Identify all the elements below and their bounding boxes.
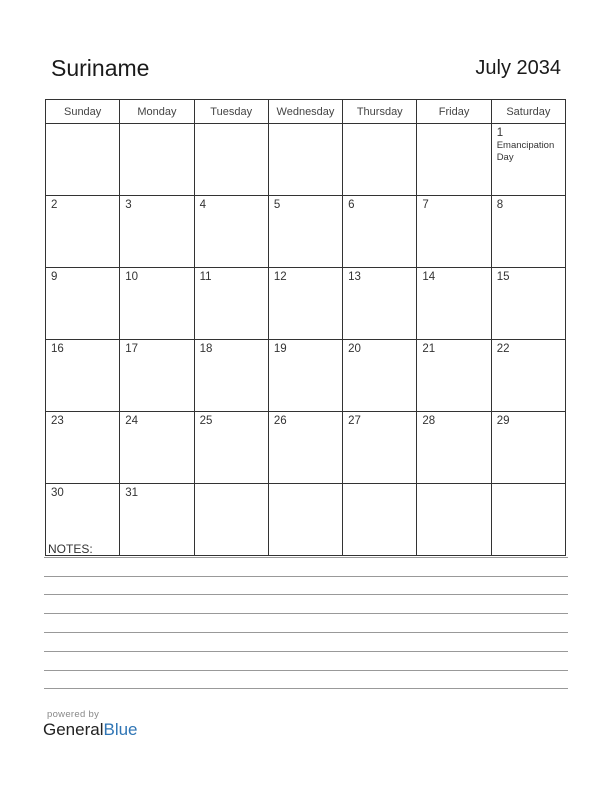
day-number: 14 <box>422 271 436 283</box>
day-number: 10 <box>125 271 139 283</box>
day-cell <box>491 412 565 484</box>
note-line <box>44 557 568 558</box>
day-cell <box>120 196 194 268</box>
weekday-header: Monday <box>120 100 194 124</box>
day-number: 25 <box>199 415 213 427</box>
day-cell <box>194 196 268 268</box>
day-cell <box>268 268 342 340</box>
day-number: 13 <box>348 271 361 283</box>
day-cell <box>120 484 194 556</box>
weekday-header: Thursday <box>343 100 417 124</box>
day-number: 26 <box>273 415 287 427</box>
day-number: 19 <box>273 343 287 355</box>
day-cell <box>194 124 268 196</box>
day-cell <box>491 268 565 340</box>
day-cell <box>194 484 268 556</box>
day-cell <box>491 484 565 556</box>
day-cell <box>268 484 342 556</box>
powered-by-text: powered by <box>47 709 100 720</box>
note-line <box>44 632 568 633</box>
day-cell <box>120 124 194 196</box>
day-cell <box>46 124 120 196</box>
day-cell <box>120 268 194 340</box>
day-number: 16 <box>51 343 64 355</box>
note-line <box>44 613 568 614</box>
day-number: 7 <box>422 199 429 211</box>
note-line <box>44 594 568 595</box>
day-cell <box>46 340 120 412</box>
day-cell <box>268 340 342 412</box>
brand-general-text: General <box>43 720 104 739</box>
day-cell <box>417 124 491 196</box>
weekday-header-row <box>46 100 566 124</box>
day-cell <box>268 412 342 484</box>
day-number: 3 <box>125 199 132 211</box>
day-number: 22 <box>496 343 510 355</box>
note-line <box>44 670 568 671</box>
day-cell <box>268 196 342 268</box>
week-row <box>46 124 566 196</box>
day-cell <box>194 412 268 484</box>
calendar-grid <box>45 99 566 556</box>
day-number: 20 <box>348 343 361 355</box>
day-cell <box>120 340 194 412</box>
day-number: 8 <box>496 199 504 211</box>
day-number: 18 <box>199 343 213 355</box>
week-row <box>46 340 566 412</box>
day-number: 11 <box>199 271 212 283</box>
day-number: 28 <box>422 415 436 427</box>
week-row <box>46 484 566 556</box>
day-number: 27 <box>348 415 361 427</box>
day-cell <box>417 412 491 484</box>
day-cell <box>491 340 565 412</box>
note-line <box>44 576 568 577</box>
day-number: 9 <box>51 271 58 283</box>
notes-label: NOTES: <box>48 542 93 556</box>
day-number: 5 <box>273 199 281 211</box>
day-number: 12 <box>273 271 287 283</box>
weekday-header: Saturday <box>491 100 565 124</box>
day-number: 30 <box>51 487 64 499</box>
day-cell <box>417 484 491 556</box>
day-cell <box>46 412 120 484</box>
day-number: 2 <box>51 199 58 211</box>
note-line <box>44 688 568 689</box>
brand-blue-text: Blue <box>103 720 138 739</box>
day-cell <box>343 484 417 556</box>
generalblue-logo[interactable] <box>43 720 138 740</box>
country-title: Suriname <box>51 55 150 81</box>
week-row <box>46 268 566 340</box>
day-number: 31 <box>125 487 139 499</box>
note-line <box>44 651 568 652</box>
day-cell <box>194 268 268 340</box>
week-row <box>46 412 566 484</box>
day-number: 29 <box>496 415 510 427</box>
day-cell <box>46 196 120 268</box>
day-cell <box>194 340 268 412</box>
day-cell <box>417 196 491 268</box>
day-cell <box>120 412 194 484</box>
day-cell <box>343 124 417 196</box>
day-cell <box>343 268 417 340</box>
day-number: 24 <box>125 415 139 427</box>
day-cell <box>417 268 491 340</box>
day-number: 1 <box>496 127 504 139</box>
day-cell <box>343 196 417 268</box>
week-row <box>46 196 566 268</box>
day-number: 15 <box>496 271 510 283</box>
weekday-header: Wednesday <box>268 100 342 124</box>
day-cell <box>343 412 417 484</box>
weekday-header: Friday <box>417 100 491 124</box>
day-cell <box>491 124 565 196</box>
weekday-header: Sunday <box>46 100 120 124</box>
day-cell <box>46 268 120 340</box>
day-number: 4 <box>199 199 206 211</box>
day-number: 21 <box>422 343 436 355</box>
day-cell <box>491 196 565 268</box>
day-number: 6 <box>348 199 355 211</box>
day-cell <box>343 340 417 412</box>
day-number: 23 <box>51 415 64 427</box>
day-cell <box>417 340 491 412</box>
month-year-title: July 2034 <box>475 57 561 79</box>
day-number: 17 <box>125 343 139 355</box>
holiday-label: Emancipation Day <box>496 140 555 163</box>
day-cell <box>268 124 342 196</box>
weekday-header: Tuesday <box>194 100 268 124</box>
